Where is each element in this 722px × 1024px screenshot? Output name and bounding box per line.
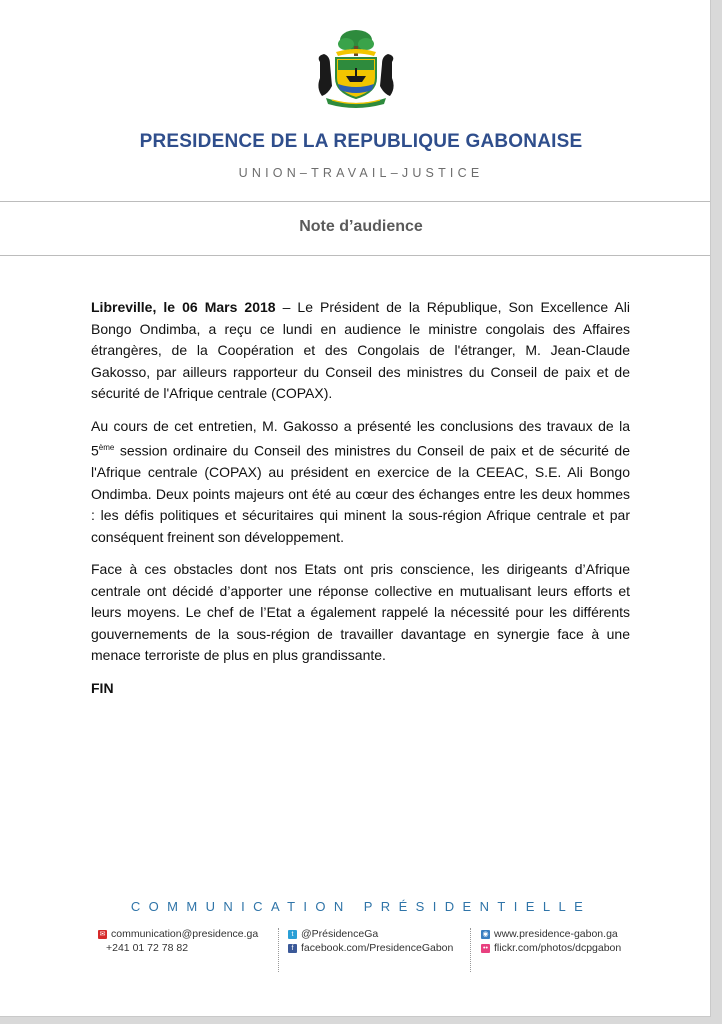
contact-text: facebook.com/PresidenceGabon — [301, 942, 454, 954]
contact-email — [98, 928, 258, 941]
header-divider — [0, 201, 710, 202]
dateline: Libreville, le 06 Mars 2018 — [91, 299, 276, 315]
paragraph-2-end: session ordinaire du Conseil des ministres du Conseil de paix et de sécurité de l'Afrique centrale (COPAX) au président en exercice de la CEEAC, S.E. Ali Bongo Ondimba. Deux points majeurs ont été au cœur des échanges entre les deux hommes : les défis politiques et sécuritaires qui minent la sous-région Afrique centrale et par conséquent freinent son développement. — [91, 442, 630, 545]
twitter-icon: t — [288, 930, 297, 939]
contact-text: www.presidence-gabon.ga — [494, 928, 618, 940]
paragraph-1 — [91, 297, 630, 405]
mail-icon: ✉ — [99, 931, 106, 938]
end-marker: FIN — [91, 679, 114, 696]
flickr-icon: •• — [481, 944, 490, 953]
contact-text: communication@presidence.ga — [111, 928, 259, 940]
contact-twitter — [288, 928, 453, 941]
facebook-icon: f — [288, 944, 297, 953]
coat-of-arms-icon — [308, 28, 404, 110]
contact-text: @PrésidenceGa — [301, 928, 379, 940]
contact-flickr — [481, 942, 621, 955]
page-title: PRESIDENCE DE LA REPUBLIQUE GABONAISE — [139, 131, 583, 152]
paragraph-3: Face à ces obstacles dont nos Etats ont pris conscience, les dirigeants d’Afrique centrale ont décidé d’apporter une réponse collective en mutualisant leurs efforts et leurs moyens. Le chef de l’Etat a également rappelé la nécessité pour les différents gouvernements de la sous-région de travailler davantage en synergie face à une menace terroriste de plus en plus grandissante. — [91, 561, 630, 664]
contact-column-2 — [288, 928, 453, 956]
contact-website — [481, 928, 621, 941]
contact-text: flickr.com/photos/dcpgabon — [494, 942, 622, 954]
footer-heading: COMMUNICATION PRÉSIDENTIELLE — [130, 899, 592, 914]
footer-separator — [470, 928, 471, 972]
contact-text: +241 01 72 78 82 — [106, 942, 189, 954]
subheader-divider — [0, 255, 710, 256]
contact-phone — [98, 942, 258, 955]
footer-separator — [278, 928, 279, 972]
web-icon: ◉ — [482, 931, 489, 938]
paragraph-2 — [91, 416, 630, 549]
ordinal-suffix: ème — [98, 443, 115, 452]
document-type: Note d’audience — [299, 218, 423, 235]
document-body — [91, 297, 630, 710]
contact-facebook — [288, 942, 453, 955]
paragraph-1-text: – Le Président de la République, Son Excellence Ali Bongo Ondimba, a reçu ce lundi en audience le ministre congolais des Affaires étrangères, de la Coopération et des Congolais de l'étranger, M. Jean-Claude Gakosso, par ailleurs rapporteur du Conseil des ministres du Conseil de paix et de sécurité de l'Afrique centrale (COPAX). — [91, 299, 630, 401]
national-motto: UNION–TRAVAIL–JUSTICE — [238, 166, 484, 180]
contact-column-1 — [98, 928, 258, 956]
paragraph-2-start: Au cours de cet entretien, M. Gakosso a présenté les conclusions des travaux de la 5 — [91, 417, 630, 459]
contact-column-3 — [481, 928, 621, 956]
phone-icon — [98, 944, 102, 953]
